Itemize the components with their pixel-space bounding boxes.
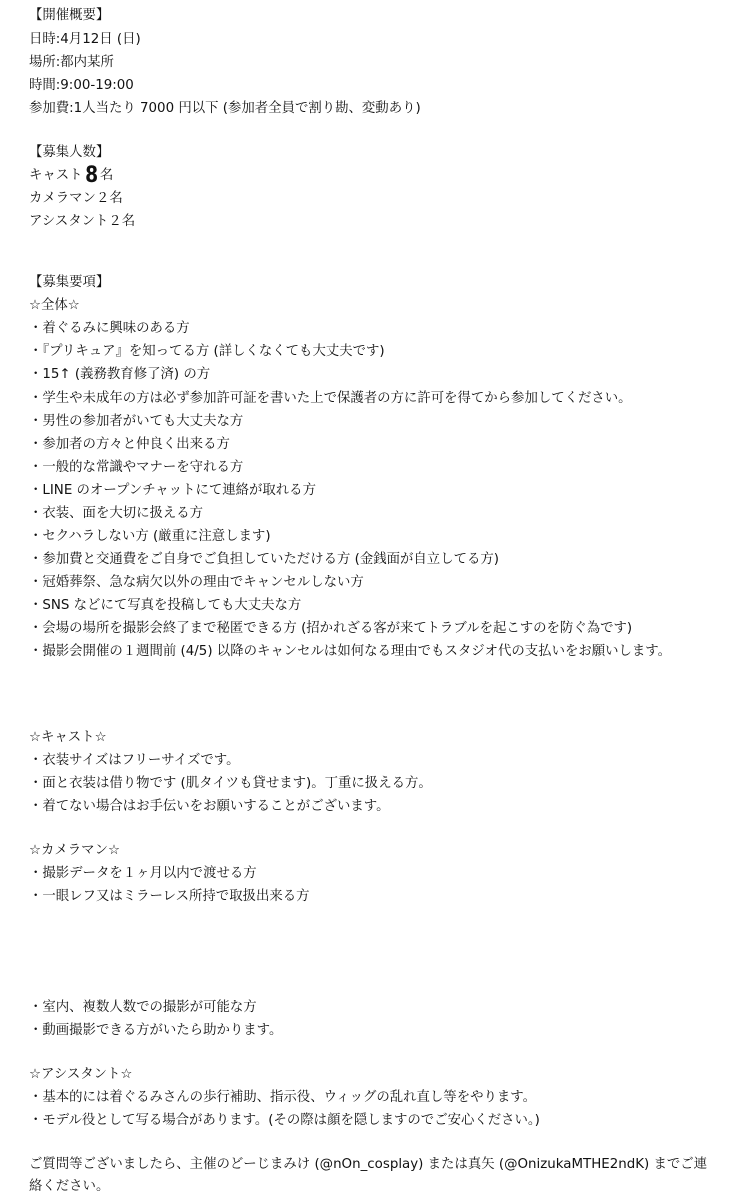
requirement-item: ・LINE のオープンチャットにて連絡が取れる方 bbox=[29, 483, 316, 498]
overview-place: 場所:都内某所 bbox=[29, 55, 114, 70]
requirement-item: ・男性の参加者がいても大丈夫な方 bbox=[29, 414, 244, 429]
requirement-item: ・衣装、面を大切に扱える方 bbox=[29, 506, 204, 521]
camera-item: ・撮影データを１ヶ月以内で渡せる方 bbox=[29, 866, 257, 881]
cast-item: ・面と衣装は借り物です (肌タイツも貸せます)。丁重に扱える方。 bbox=[29, 776, 432, 791]
cast-item: ・衣装サイズはフリーサイズです。 bbox=[29, 753, 240, 768]
assistant-item: ・モデル役として写る場合があります。(その際は顔を隠しますのでご安心ください。) bbox=[29, 1113, 540, 1128]
overview-heading: 【開催概要】 bbox=[29, 8, 110, 23]
recruit-cast-prefix: キャスト bbox=[29, 168, 83, 183]
requirement-item: ・会場の場所を撮影会終了まで秘匿できる方 (招かれざる客が来てトラブルを起こすのを防ぐ為です) bbox=[29, 621, 633, 636]
recruit-heading: 【募集人数】 bbox=[29, 145, 110, 160]
camera-item: ・動画撮影できる方がいたら助かります。 bbox=[29, 1023, 283, 1038]
camera-item: ・一眼レフ又はミラーレス所持で取扱出来る方 bbox=[29, 889, 310, 904]
cast-item: ・着てない場合はお手伝いをお願いすることがございます。 bbox=[29, 799, 390, 814]
requirements-all-heading: ☆全体☆ bbox=[29, 298, 80, 313]
contact-text: ご質問等ございましたら、主催のどーじまみけ (@nOn_cosplay) または真矢 (@OnizukaMTHE2ndK) までご連絡ください。 bbox=[29, 1157, 708, 1194]
cast-heading: ☆キャスト☆ bbox=[29, 730, 107, 745]
recruit-camera: カメラマン２名 bbox=[29, 191, 123, 206]
overview-time: 時間:9:00-19:00 bbox=[29, 78, 134, 93]
requirement-item: ・参加費と交通費をご自身でご負担していただける方 (金銭面が自立してる方) bbox=[29, 552, 499, 567]
requirement-item: ・セクハラしない方 (厳重に注意します) bbox=[29, 529, 271, 544]
recruit-cast bbox=[29, 163, 114, 188]
assistant-heading: ☆アシスタント☆ bbox=[29, 1067, 133, 1082]
requirement-item: ・『プリキュア』を知ってる方 (詳しくなくても大丈夫です) bbox=[29, 344, 385, 359]
camera-item: ・室内、複数人数での撮影が可能な方 bbox=[29, 1000, 257, 1015]
requirement-item: ・学生や未成年の方は必ず参加許可証を書いた上で保護者の方に許可を得てから参加してください。 bbox=[29, 391, 632, 406]
requirement-item: ・撮影会開催の１週間前 (4/5) 以降のキャンセルは如何なる理由でもスタジオ代の支払いをお願いします。 bbox=[29, 644, 672, 659]
requirements-heading: 【募集要項】 bbox=[29, 275, 110, 290]
requirement-item: ・冠婚葬祭、急な病欠以外の理由でキャンセルしない方 bbox=[29, 575, 364, 590]
requirement-item: ・SNS などにて写真を投稿しても大丈夫な方 bbox=[29, 598, 302, 613]
requirement-item: ・参加者の方々と仲良く出来る方 bbox=[29, 437, 230, 452]
overview-fee: 参加費:1人当たり 7000 円以下 (参加者全員で割り勘、変動あり) bbox=[29, 101, 421, 116]
recruit-assistant: アシスタント２名 bbox=[29, 214, 136, 229]
camera-heading: ☆カメラマン☆ bbox=[29, 843, 120, 858]
assistant-item: ・基本的には着ぐるみさんの歩行補助、指示役、ウィッグの乱れ直し等をやります。 bbox=[29, 1090, 536, 1105]
overview-date: 日時:4月12日 (日) bbox=[29, 32, 141, 47]
requirement-item: ・15↑ (義務教育修了済) の方 bbox=[29, 367, 211, 382]
recruit-cast-count: 8 bbox=[84, 163, 98, 188]
recruit-cast-suffix: 名 bbox=[99, 168, 114, 183]
requirement-item: ・一般的な常識やマナーを守れる方 bbox=[29, 460, 244, 475]
requirement-item: ・着ぐるみに興味のある方 bbox=[29, 321, 190, 336]
